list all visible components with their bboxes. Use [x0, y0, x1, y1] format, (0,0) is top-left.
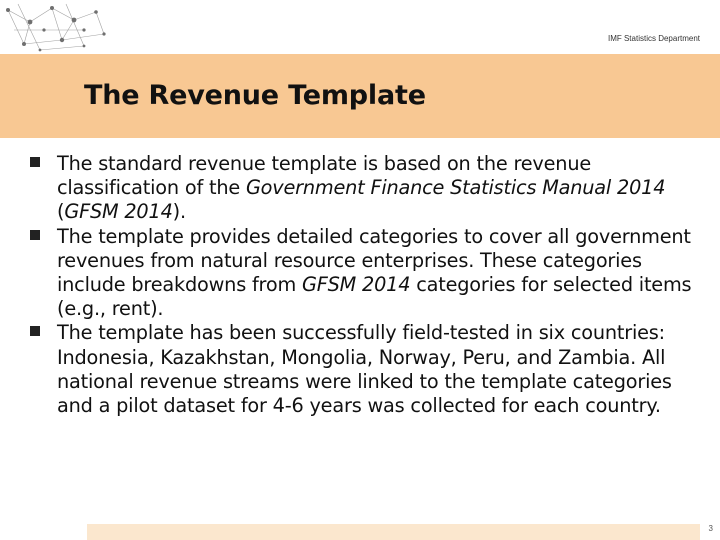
department-label: IMF Statistics Department: [607, 34, 700, 43]
italic-text: Government Finance Statistics Manual 2014: [245, 176, 666, 200]
bullet-list: [30, 152, 710, 418]
italic-text: GFSM 2014: [301, 273, 411, 297]
bullet-text: The template provides detailed categories to cover all government revenues from natural resource enterprises. These categories include breakdowns from: [57, 224, 691, 297]
bullet-item: [30, 152, 710, 225]
bullet-text: categories for selected items (e.g., rent).: [57, 273, 692, 321]
bullet-text: (: [57, 200, 65, 224]
square-bullet-icon: [30, 230, 40, 240]
square-bullet-icon: [30, 157, 40, 167]
page-number: 3: [708, 524, 713, 533]
bullet-text: The standard revenue template is based on the revenue classification of the: [57, 152, 592, 200]
bullet-text: ).: [172, 200, 186, 224]
network-graphic-logo: [0, 0, 112, 58]
bullet-text: The template has been successfully field-tested in six countries: Indonesia, Kazakhstan, Mongolia, Norway, Peru, and Zambia. All national revenue streams were linked to the template categories and a pilot dataset for 4-6 years was collected for each country.: [57, 321, 672, 418]
bullet-item: [30, 321, 710, 418]
slide-title: The Revenue Template: [84, 80, 426, 111]
square-bullet-icon: [30, 326, 40, 336]
italic-text: GFSM 2014: [64, 200, 173, 224]
bullet-item: [30, 225, 710, 322]
footer-band: [87, 524, 700, 540]
